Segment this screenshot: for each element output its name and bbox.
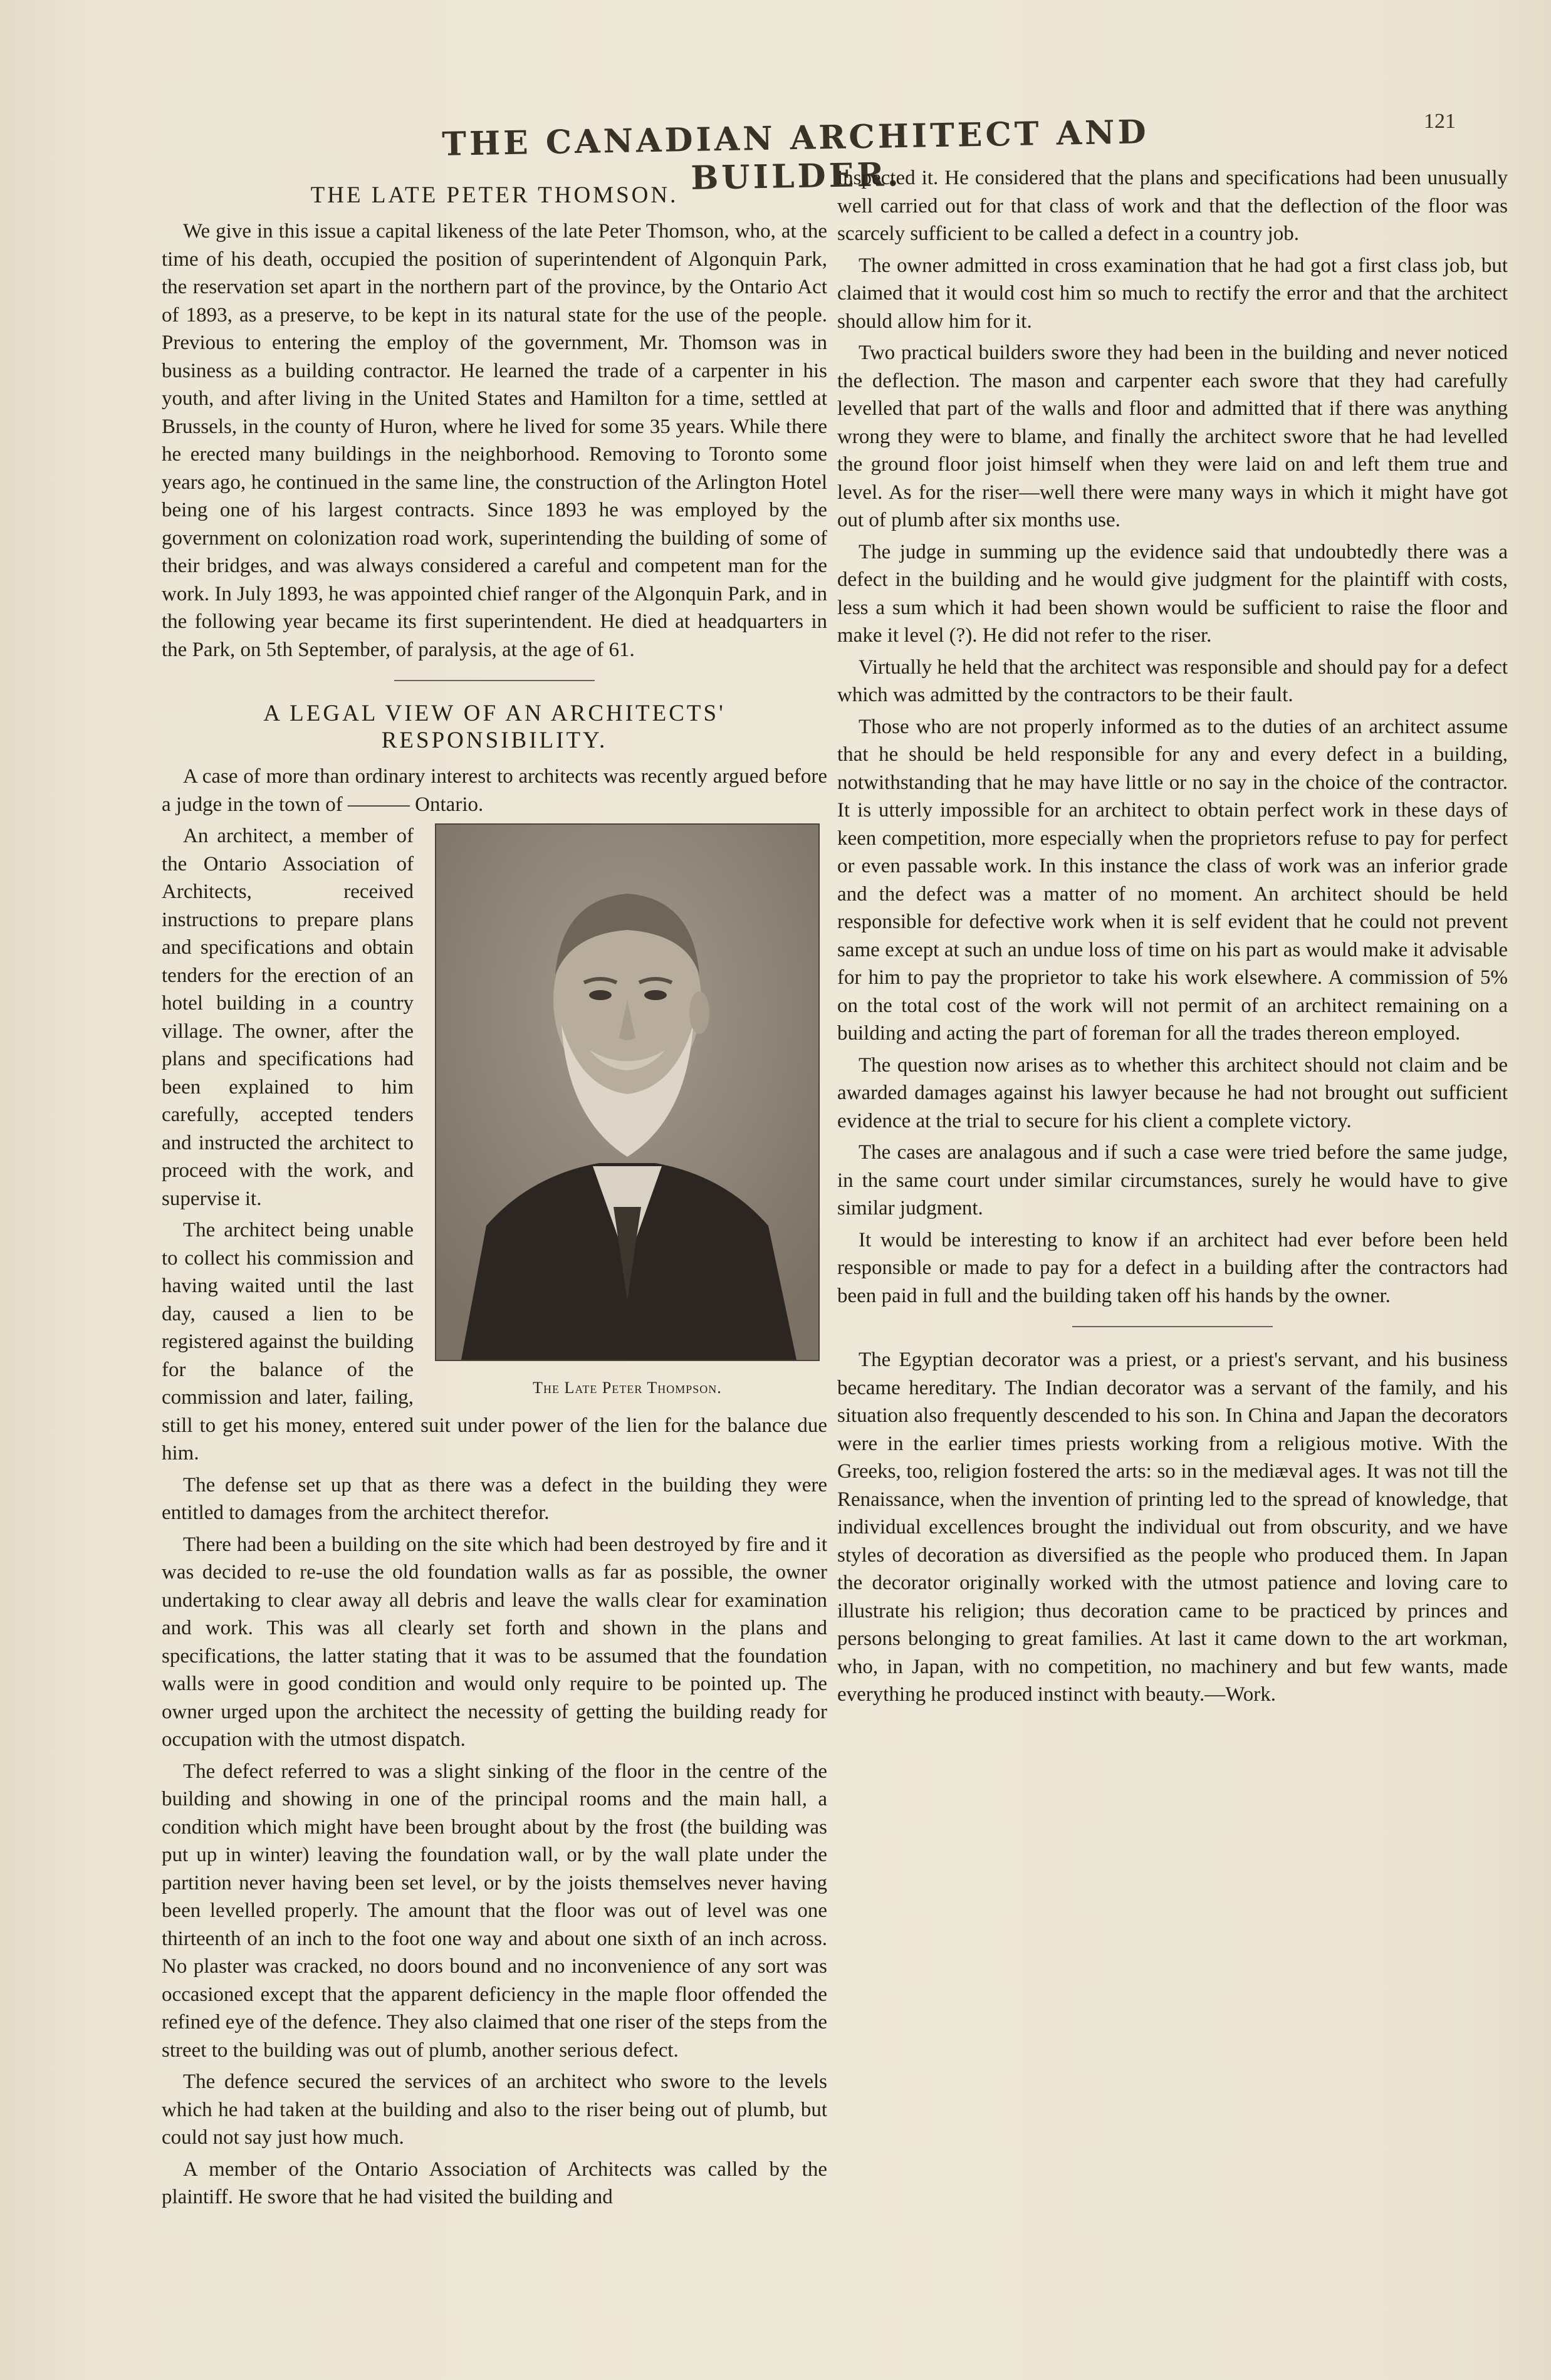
portrait-figure — [427, 823, 827, 1397]
legal-right-paragraph-7: The question now arises as to whether this architect should not claim and be awarded damages against his lawyer because he had not brought out sufficient evidence at the trial to secure for his client a complete victory. — [837, 1053, 1508, 1132]
legal-paragraph-3: The architect being unable to collect his commission and having waited until the last day, caused a lien to be registered against the building for the balance of the commission and later, failing, still to get his money, entered suit under power of the lien for the balance due him. — [162, 1219, 827, 1464]
legal-right-paragraph-2: The owner admitted in cross examination that he had got a first class job, but claimed that it would cost him so much to rectify the error and that the architect should allow him for it. — [837, 254, 1508, 333]
right-column — [837, 164, 1508, 1713]
legal-paragraph-4: The defense set up that as there was a defect in the building they were entitled to damages from the architect therefor. — [162, 1473, 827, 1524]
left-column — [162, 182, 827, 2215]
portrait-image — [436, 825, 818, 1360]
legal-right-paragraph-9: It would be interesting to know if an architect had ever before been held responsible or made to pay for a defect in a building after the contractors had been paid in full and the building taken off his hands by the owner. — [837, 1228, 1508, 1307]
legal-right-paragraph-4: The judge in summing up the evidence said that undoubtedly there was a defect in the building and he would give judgment for the plaintiff with costs, less a sum which it had been shown would be sufficient to raise the floor and make it level (?). He did not refer to the riser. — [837, 540, 1508, 647]
legal-paragraph-6: The defect referred to was a slight sinking of the floor in the centre of the building and showing in one of the principal rooms and the main hall, a condition which might have been brought about by the frost (the building was put up in winter) leaving the foundation wall, or by the wall plate under the partition never having been set level, or by the joists themselves never having been levelled properly. The amount that the floor was out of level was one thirteenth of an inch to the foot one way and about one sixth of an inch across. No plaster was cracked, no doors bound and no inconvenience of any sort was occasioned except that the apparent deficiency in the maple floor offended the refined eye of the defence. They also claimed that one riser of the steps from the street to the building was out of plumb, another serious defect. — [162, 1760, 827, 2062]
thomson-paragraph: We give in this issue a capital likeness of the late Peter Thomson, who, at the time of his death, occupied the position of superintendent of Algonquin Park, the reservation set apart in the northern part of the province, by the Ontario Act of 1893, as a preserve, to be kept in its natural state for the use of the people. Previous to entering the employ of the government, Mr. Thomson was in business as a building contractor. He learned the trade of a carpenter in his youth, and after living in the United States and Hamilton for a time, settled at Brussels, in the county of Huron, where he lived for some 35 years. While there he erected many buildings in the neighborhood. Removing to Toronto some years ago, he continued in the same line, the construction of the Arlington Hotel being one of his largest contracts. Since 1893 he was employed by the government on colonization road work, superintending the building of some of their bridges, and was always considered a careful and competent man for the work. In July 1893, he was appointed chief ranger of the Algonquin Park, and in the following year became its first superintendent. He died at headquarters in the Park, on 5th September, of paralysis, at the age of 61. — [162, 220, 827, 661]
portrait-caption: The Late Peter Thompson. — [533, 1379, 722, 1397]
divider — [1072, 1326, 1273, 1327]
legal-paragraph-2: An architect, a member of the Ontario Association of Architects, received instructions to prepare plans and specifications and obtain tenders for the erection of an hotel building in a country village. The owner, after the plans and specifications had been explained to him carefully, accepted tenders and instructed the architect to proceed with the work, and supervise it. — [162, 825, 414, 1210]
headline-thomson: THE LATE PETER THOMSON. — [310, 182, 679, 208]
legal-right-paragraph-8: The cases are analagous and if such a case were tried before the same judge, in the same court under similar circumstances, surely he would have to give similar judgment. — [837, 1141, 1508, 1219]
headline-legal-view: A LEGAL VIEW OF AN ARCHITECTS' RESPONSIBILITY. — [263, 701, 726, 753]
legal-right-paragraph-5: Virtually he held that the architect was responsible and should pay for a defect which was admitted by the contractors to be their fault. — [837, 655, 1508, 706]
portrait-photo — [435, 823, 820, 1361]
legal-paragraph-8: A member of the Ontario Association of Architects was called by the plaintiff. He swore that he had visited the building and — [162, 2158, 827, 2208]
page-number: 121 — [1424, 110, 1456, 133]
legal-paragraph-7: The defence secured the services of an architect who swore to the levels which he had taken at the building and also to the riser being out of plumb, but could not say just how much. — [162, 2070, 827, 2149]
legal-right-paragraph-3: Two practical builders swore they had been in the building and never noticed the deflection. The mason and carpenter each swore that they had carefully levelled that part of the walls and floor and admitted that if there was anything wrong they were to blame, and finally the architect swore that he had levelled the ground floor joist himself when they were laid on and left them true and level. As for the riser—well there were many ways in which it might have got out of plumb after six months use. — [837, 342, 1508, 531]
legal-paragraph-1: A case of more than ordinary interest to architects was recently argued before a judge in the town of ——— Ontario. — [162, 765, 827, 816]
masthead: THE CANADIAN ARCHITECT AND BUILDER. — [441, 113, 1150, 197]
legal-right-paragraph-1: inspected it. He considered that the plans and specifications had been unusually well carried out for that class of work and that the deflection of the floor was scarcely sufficient to be called a defect in a country job. — [837, 167, 1508, 245]
divider — [394, 680, 595, 681]
legal-right-paragraph-6: Those who are not properly informed as to the duties of an architect assume that he should be held responsible for any and every defect in a building, notwithstanding that he may have little or no say in the choice of the contractor. It is utterly impossible for an architect to obtain perfect work in these days of keen competition, more especially when the proprietors refuse to pay for perfect or even passable work. In this instance the class of work was an inferior grade and the defect was a matter of no moment. An architect should be held responsible for defective work when it is self evident that he could not prevent same except at such an undue loss of time on his part as would make it advisable for him to pay the proprietor to take his work elsewhere. A commission of 5% on the total cost of the work will not permit of an architect remaining on a building and acting the part of foreman for all the trades thereon employed. — [837, 715, 1508, 1045]
legal-paragraph-5: There had been a building on the site which had been destroyed by fire and it was decided to re-use the old foundation walls as far as possible, the owner undertaking to clear away all debris and leave the walls clear for examination and work. This was all clearly set forth and shown in the plans and specifications, the latter stating that it was to be assumed that the foundation walls were in good condition and would only require to be pointed up. The owner urged upon the architect the necessity of getting the building ready for occupation with the utmost dispatch. — [162, 1533, 827, 1751]
decorator-paragraph: The Egyptian decorator was a priest, or a priest's servant, and his business became hereditary. The Indian decorator was a servant of the family, and his situation also frequently descended to his son. In China and Japan the decorators were in the earlier times priests working from a religious motive. With the Greeks, too, religion fostered the arts: so in the mediæval ages. It was not till the Renaissance, when the invention of printing led to the spread of knowledge, that individual excellences brought the individual out from obscurity, and we have styles of decoration as diversified as the people who produced them. In Japan the decorator originally worked with the utmost patience and loving care to illustrate his religion; thus decoration came to be practiced by princes and persons belonging to great families. At last it came down to the art workman, who, in Japan, with no competition, no machinery and but few wants, made everything he produced instinct with beauty.—Work. — [837, 1349, 1508, 1706]
